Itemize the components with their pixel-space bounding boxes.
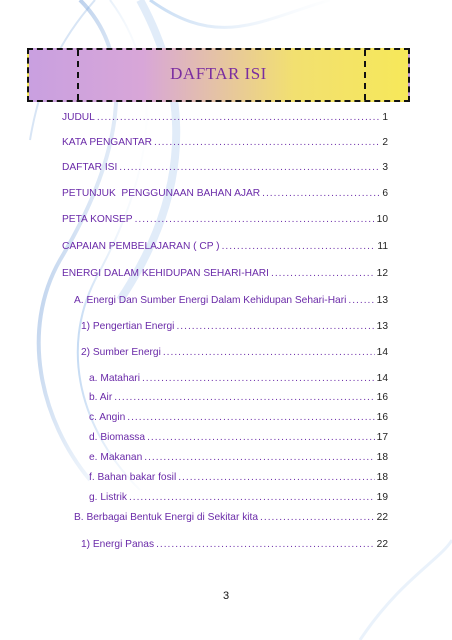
page-title: DAFTAR ISI xyxy=(170,64,267,83)
toc-leader-dots xyxy=(348,295,374,306)
toc-entry-page: 13 xyxy=(376,321,388,332)
toc-entry-page: 14 xyxy=(376,347,388,358)
toc-entry-label: B. Berbagai Bentuk Energi di Sekitar kita xyxy=(74,512,259,523)
toc-entry-page: 10 xyxy=(376,214,388,225)
toc-entry-label: c. Angin xyxy=(89,412,126,423)
toc-entry[interactable] xyxy=(81,321,388,332)
title-banner xyxy=(27,48,410,102)
toc-entry-page: 18 xyxy=(376,452,388,463)
toc-leader-dots xyxy=(114,392,374,403)
toc-entry-page: 22 xyxy=(376,512,388,523)
toc-entry[interactable] xyxy=(62,241,388,252)
toc-entry-label: 2) Sumber Energi xyxy=(81,347,161,358)
toc-entry-page: 16 xyxy=(376,412,388,423)
toc-entry-page: 22 xyxy=(376,539,388,550)
toc-entry[interactable] xyxy=(89,492,388,503)
toc-entry-label: KATA PENGANTAR xyxy=(62,137,153,148)
toc-entry[interactable] xyxy=(89,472,388,483)
toc-entry[interactable] xyxy=(89,412,388,423)
toc-entry-label: 1) Pengertian Energi xyxy=(81,321,175,332)
toc-leader-dots xyxy=(176,321,374,332)
toc-entry[interactable] xyxy=(89,432,388,443)
toc-leader-dots xyxy=(142,373,375,384)
toc-entry-label: PETUNJUK PENGGUNAAN BAHAN AJAR xyxy=(62,188,261,199)
page-number: 3 xyxy=(222,590,230,602)
toc-entry-label: d. Biomassa xyxy=(89,432,146,443)
toc-leader-dots xyxy=(178,472,374,483)
toc-entry[interactable] xyxy=(62,214,388,225)
toc-entry[interactable] xyxy=(81,347,388,358)
toc-leader-dots xyxy=(144,452,374,463)
toc-leader-dots xyxy=(222,241,376,252)
toc-leader-dots xyxy=(260,512,375,523)
toc-entry-label: a. Matahari xyxy=(89,373,140,384)
toc-entry-label: b. Air xyxy=(89,392,113,403)
toc-entry[interactable] xyxy=(62,112,388,123)
toc-entry-label: DAFTAR ISI xyxy=(62,162,118,173)
toc-entry[interactable] xyxy=(89,373,388,384)
toc-entry-page: 3 xyxy=(382,162,388,173)
toc-leader-dots xyxy=(271,268,375,279)
toc-entry-label: f. Bahan bakar fosil xyxy=(89,472,177,483)
toc-entry[interactable] xyxy=(62,268,388,279)
toc-leader-dots xyxy=(156,539,375,550)
toc-leader-dots xyxy=(119,162,380,173)
toc-entry[interactable] xyxy=(89,452,388,463)
toc-entry-label: A. Energi Dan Sumber Energi Dalam Kehidupan Sehari-Hari xyxy=(74,295,347,306)
toc-leader-dots xyxy=(97,112,380,123)
toc-entry-page: 16 xyxy=(376,392,388,403)
toc-leader-dots xyxy=(163,347,375,358)
toc-entry[interactable] xyxy=(62,188,388,199)
toc-entry-label: 1) Energi Panas xyxy=(81,539,155,550)
toc-entry-label: JUDUL xyxy=(62,112,95,123)
toc-entry[interactable] xyxy=(74,512,388,523)
toc-entry[interactable] xyxy=(74,295,388,306)
toc-leader-dots xyxy=(154,137,380,148)
toc-leader-dots xyxy=(262,188,380,199)
toc-entry-page: 13 xyxy=(376,295,388,306)
toc-entry-page: 18 xyxy=(376,472,388,483)
toc-leader-dots xyxy=(135,214,375,225)
toc-entry-label: PETA KONSEP xyxy=(62,214,133,225)
toc-entry[interactable] xyxy=(81,539,388,550)
toc-entry-page: 19 xyxy=(376,492,388,503)
toc-entry-label: ENERGI DALAM KEHIDUPAN SEHARI-HARI xyxy=(62,268,269,279)
toc-entry[interactable] xyxy=(62,137,388,148)
toc-entry-page: 6 xyxy=(382,188,388,199)
toc-entry-label: CAPAIAN PEMBELAJARAN ( CP ) xyxy=(62,241,220,252)
toc-entry-page: 2 xyxy=(382,137,388,148)
toc-entry-label: g. Listrik xyxy=(89,492,127,503)
toc-entry-page: 1 xyxy=(382,112,388,123)
toc-leader-dots xyxy=(127,412,374,423)
toc-entry-page: 12 xyxy=(376,268,388,279)
toc-leader-dots xyxy=(147,432,375,443)
toc-entry[interactable] xyxy=(89,392,388,403)
toc-entry-page: 17 xyxy=(376,432,388,443)
toc-entry-page: 11 xyxy=(377,241,388,252)
toc-entry[interactable] xyxy=(62,162,388,173)
toc-entry-label: e. Makanan xyxy=(89,452,143,463)
toc-leader-dots xyxy=(129,492,375,503)
toc-entry-page: 14 xyxy=(376,373,388,384)
